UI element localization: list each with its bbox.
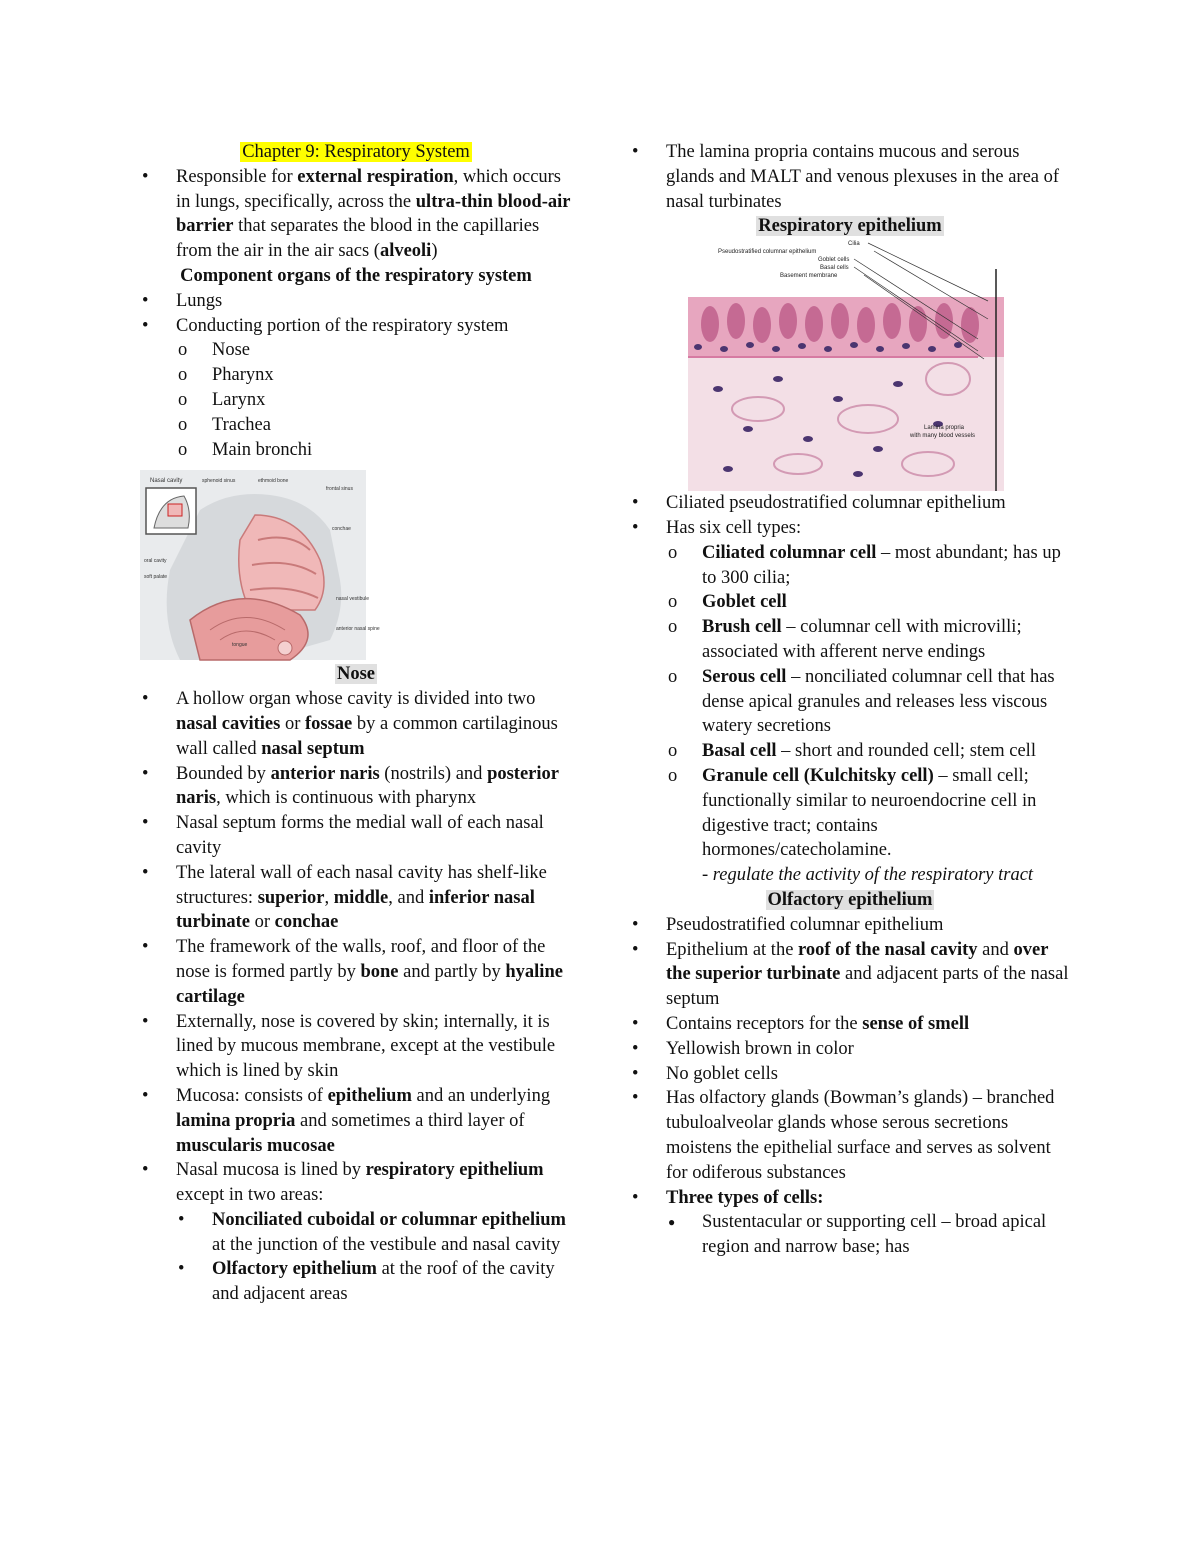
respiratory-epithelium-figure (688, 239, 1004, 491)
olf-heading (630, 888, 1070, 913)
histo-label: Basement membrane (780, 273, 838, 280)
bold-run: Brush cell (702, 617, 782, 638)
list-item: o Pharynx (140, 363, 572, 388)
nose-list (140, 687, 572, 1307)
text-run: and (977, 939, 1014, 960)
bold-run: Granule cell (Kulchitsky cell) (702, 765, 934, 786)
text-run: at the junction of the vestibule and nasal cavity (212, 1234, 561, 1255)
bold-run: inferior nasal turbinate (176, 887, 535, 933)
olf-cell-item (630, 1210, 1070, 1260)
bold-run: epithelium (327, 1085, 412, 1106)
text-run: or (280, 713, 305, 734)
text-run: Has olfactory glands (Bowman’s glands) – branched tubuloalveolar glands whose serous secretions moistens the epithelial surface and serves as solvent for odiferous substances (666, 1088, 1055, 1183)
bold-run: Olfactory epithelium (212, 1259, 377, 1280)
cell-type-item (630, 665, 1070, 739)
bold-run: muscularis mucosae (176, 1135, 335, 1156)
bold-run: over the superior turbinate (666, 939, 1049, 985)
cell-type-item (630, 764, 1070, 863)
nasal-cavity-figure (140, 470, 380, 660)
nose-bullet (140, 861, 572, 935)
bold-run: anterior naris (270, 763, 380, 784)
bold-run: fossae (305, 713, 353, 734)
text-run: The framework of the walls, roof, and floor of the nose is formed partly by (176, 937, 546, 982)
olf-bullet (630, 938, 1070, 1012)
text-run: , (324, 887, 334, 908)
nose-bullet (140, 811, 572, 861)
list-item: o Nose (140, 338, 572, 363)
text-run: – most abundant; has up to 300 cilia; (702, 542, 1061, 588)
text-run: Nasal mucosa is lined by (176, 1160, 366, 1181)
components-heading: Component organs of the respiratory system (180, 265, 532, 286)
cell-type-item (630, 739, 1070, 764)
bold-run: conchae (274, 912, 339, 933)
bold-run: sense of smell (862, 1013, 970, 1034)
text-run: ) (431, 241, 438, 262)
text-run: Nasal septum forms the medial wall of each nasal cavity (176, 813, 544, 858)
figure-label: tongue (232, 642, 248, 649)
lamina-bullet (630, 140, 1070, 214)
text-run: Sustentacular or supporting cell – broad apical region and narrow base; has (702, 1212, 1047, 1258)
histo-label: with many blood vessels (910, 433, 976, 440)
bold-run: hyaline cartilage (176, 961, 563, 1007)
nose-bullet (140, 687, 572, 761)
bold-run: Three types of cells: (666, 1187, 824, 1208)
figure-label: oral cavity (144, 558, 167, 565)
text-run: or (250, 912, 275, 933)
nose-bullet (140, 1010, 572, 1084)
text-run: and an underlying (411, 1085, 551, 1106)
text-run: Mucosa: consists of (176, 1085, 328, 1106)
olf-bullet (630, 1086, 1070, 1185)
left-column (140, 140, 572, 1307)
text-run: No goblet cells (666, 1063, 779, 1084)
components-list (140, 289, 572, 463)
figure-label: nasal vestibule (336, 596, 370, 603)
figure-label: ethmoid bone (258, 478, 289, 485)
bold-run: superior (257, 887, 325, 908)
olf-bullet (630, 1012, 1070, 1037)
text-run: – small cell; functionally similar to neuroendocrine cell in digestive tract; contains hormones/catecholamine. (702, 765, 1037, 861)
olf-bullet (630, 1186, 1070, 1211)
histo-label: Basal cells (820, 265, 849, 272)
text-run: Yellowish brown in color (666, 1038, 854, 1059)
text-run: Externally, nose is covered by skin; internally, it is lined by mucous membrane, except at the vestibule which is lined by skin (176, 1011, 556, 1082)
cell-type-item (630, 541, 1070, 591)
text-run: , which is continuous with pharynx (216, 788, 477, 809)
list-item: • Conducting portion of the respiratory system (140, 314, 572, 339)
bold-run: nasal cavities (176, 713, 281, 734)
nose-bullet (140, 762, 572, 812)
figure-label: soft palate (144, 574, 168, 581)
bold-run: Ciliated columnar cell (702, 542, 877, 563)
olf-heading-text: Olfactory epithelium (767, 889, 933, 910)
histo-label: Pseudostratified columnar epithelium (718, 249, 817, 256)
resp-heading (630, 214, 1070, 239)
exception-bullet (140, 1257, 572, 1307)
text-run: The lateral wall of each nasal cavity has shelf-like structures: (176, 862, 547, 908)
figure-label: conchae (332, 526, 351, 533)
text-run: and sometimes a third layer of (295, 1110, 525, 1131)
figure-label: frontal sinus (326, 486, 353, 493)
bold-run: roof of the nasal cavity (798, 939, 978, 960)
text-run: Ciliated pseudostratified columnar epithelium (666, 493, 1006, 514)
text-run: Bounded by (176, 763, 271, 784)
bold-run: lamina propria (176, 1110, 296, 1131)
text-run: – short and rounded cell; stem cell (776, 741, 1036, 762)
bold-run: ultra-thin blood-air barrier (176, 191, 571, 237)
cell-type-item (630, 615, 1070, 665)
olf-bullet (630, 913, 1070, 938)
text-run: Pseudostratified columnar epithelium (666, 914, 944, 935)
text-run: that separates the blood in the capillaries from the air in the air sacs ( (176, 216, 540, 262)
granule-note: - regulate the activity of the respiratory tract (702, 865, 1034, 886)
nose-bullet (140, 1158, 572, 1208)
resp-heading-text: Respiratory epithelium (758, 216, 942, 237)
bold-run: nasal septum (261, 738, 365, 759)
bold-run: bone (360, 961, 399, 982)
bold-run: Serous cell (702, 666, 787, 687)
list-item: o Main bronchi (140, 438, 572, 463)
text-run: – columnar cell with microvilli; associated with afferent nerve endings (702, 617, 1022, 662)
figure-label: anterior nasal spine (336, 626, 380, 633)
text-run: , and (388, 887, 429, 908)
bold-run: respiratory epithelium (365, 1160, 544, 1181)
text-run: Responsible for (176, 166, 298, 187)
text-run: (nostrils) and (379, 763, 488, 784)
chapter-title-wrap (140, 140, 572, 165)
histo-label: Cilia (848, 241, 860, 248)
intro-bullet (140, 165, 572, 264)
list-item: • Lungs (140, 289, 572, 314)
text-run: by a common cartilaginous wall called (176, 713, 558, 759)
bold-run: external respiration (297, 166, 454, 187)
bold-run: posterior naris (176, 763, 559, 809)
histo-label: Goblet cells (818, 257, 850, 264)
histo-label: Lamina propria (924, 425, 965, 432)
list-item: o Larynx (140, 388, 572, 413)
text-run: and adjacent parts of the nasal septum (666, 964, 1069, 1010)
text-run: – nonciliated columnar cell that has dense apical granules and releases less viscous watery secretions (702, 666, 1055, 737)
nose-bullet (140, 1084, 572, 1158)
text-run: at the roof of the cavity and adjacent areas (212, 1259, 555, 1305)
text-run: A hollow organ whose cavity is divided into two (176, 689, 536, 710)
bold-run: Basal cell (702, 741, 777, 762)
text-run: Contains receptors for the (666, 1013, 863, 1034)
olf-bullet (630, 1062, 1070, 1087)
chapter-title: Chapter 9: Respiratory System (242, 142, 470, 162)
resp-bullet (630, 491, 1070, 516)
bold-run: alveoli (379, 241, 432, 262)
olf-bullet (630, 1037, 1070, 1062)
text-run: The lamina propria contains mucous and serous glands and MALT and venous plexuses in the area of nasal turbinates (666, 142, 1060, 212)
nose-bullet (140, 935, 572, 1009)
bold-run: middle (333, 887, 389, 908)
bold-run: Nonciliated cuboidal or columnar epithelium (212, 1209, 566, 1230)
nose-heading-text: Nose (336, 664, 376, 685)
right-column (630, 140, 1070, 1260)
text-run: , which occurs in lungs, specifically, across the (176, 166, 562, 212)
figure-label: sphenoid sinus (202, 478, 236, 485)
text-run: except in two areas: (176, 1185, 324, 1206)
list-item: o Trachea (140, 413, 572, 438)
nose-heading (140, 662, 572, 687)
text-run: and partly by (398, 961, 506, 982)
figure-label: Nasal cavity (150, 478, 183, 485)
exception-bullet (140, 1208, 572, 1258)
resp-list (630, 491, 1070, 863)
resp-bullet (630, 516, 1070, 541)
cell-type-item (630, 590, 1070, 615)
text-run: Epithelium at the (666, 939, 799, 960)
bold-run: Goblet cell (702, 592, 787, 613)
olf-list (630, 913, 1070, 1260)
text-run: Has six cell types: (666, 517, 802, 538)
